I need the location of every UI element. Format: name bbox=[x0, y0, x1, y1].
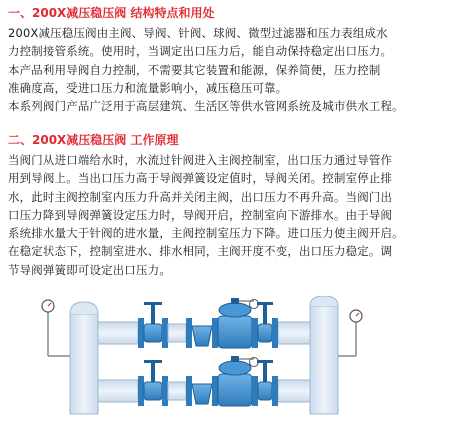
strainer-icon bbox=[168, 318, 218, 348]
section2-line: 水，此时主阀控制室内压力升高并关闭主阀，出口压力不再升高。当阀门出 bbox=[8, 189, 393, 204]
pressure-gauge-icon bbox=[42, 300, 70, 356]
top-valve-row bbox=[138, 298, 278, 348]
section2-line: 系统排水量大于针阀的进水量，主阀控制室压力下降。进口压力使主阀开启。 bbox=[8, 226, 404, 241]
inlet-vertical-pipe bbox=[70, 302, 98, 414]
section2-line: 口压力降到导阀弹簧设定压力时，导阀开启，控制室向下游排水。由于导阀 bbox=[8, 207, 393, 222]
gate-valve-icon bbox=[257, 360, 278, 406]
section2-body bbox=[8, 151, 454, 279]
gate-valve-icon bbox=[138, 360, 168, 406]
gate-valve-icon bbox=[257, 302, 278, 348]
valve-installation-diagram bbox=[40, 296, 370, 424]
section2-line: 在稳定状态下，控制室进水、排水相同，主阀开度不变，出口压力稳定。调 bbox=[8, 244, 393, 259]
section1-line: 200X减压稳压阀由主阀、导阀、针阀、球阀、微型过滤器和压力表组成水 bbox=[8, 26, 388, 40]
section1-line: 本系列阀门产品广泛用于高层建筑、生活区等供水管网系统及城市供水工程。 bbox=[8, 99, 404, 114]
strainer-icon bbox=[168, 376, 218, 406]
gate-valve-icon bbox=[138, 302, 168, 348]
outlet-pressure-gauge-icon bbox=[338, 310, 362, 356]
section1-line: 准确度高，受进口压力和流量影响小，减压稳压可靠。 bbox=[8, 80, 288, 95]
bottom-valve-row bbox=[138, 356, 278, 406]
section1-line: 本产品利用导阀自力控制，不需要其它装置和能源，保养简便，压力控制 bbox=[8, 62, 381, 77]
section2-title: 二、200X减压稳压阀 工作原理 bbox=[8, 133, 179, 147]
section1-line: 力控制接管系统。使用时，当调定出口压力后，能自动保持稳定出口压力。 bbox=[8, 44, 393, 59]
section2-line: 节导阀弹簧即可设定出口压力。 bbox=[8, 262, 171, 277]
outlet-vertical-pipe bbox=[310, 296, 338, 414]
section1-title: 一、200X减压稳压阀 结构特点和用处 bbox=[8, 6, 215, 20]
section2-line: 当阀门从进口端给水时，水流过针阀进入主阀控制室，出口压力通过导管作 bbox=[8, 153, 393, 167]
pressure-reducing-valve-icon bbox=[218, 356, 259, 406]
section1-body bbox=[8, 24, 454, 115]
outlet-branch-pipes bbox=[278, 322, 310, 402]
section2-line: 用到导阀上。当出口压力高于导阀弹簧设定值时，导阀关闭。控制室停止排 bbox=[8, 171, 393, 186]
pressure-reducing-valve-icon bbox=[218, 298, 259, 348]
inlet-branch-pipes bbox=[98, 322, 138, 402]
